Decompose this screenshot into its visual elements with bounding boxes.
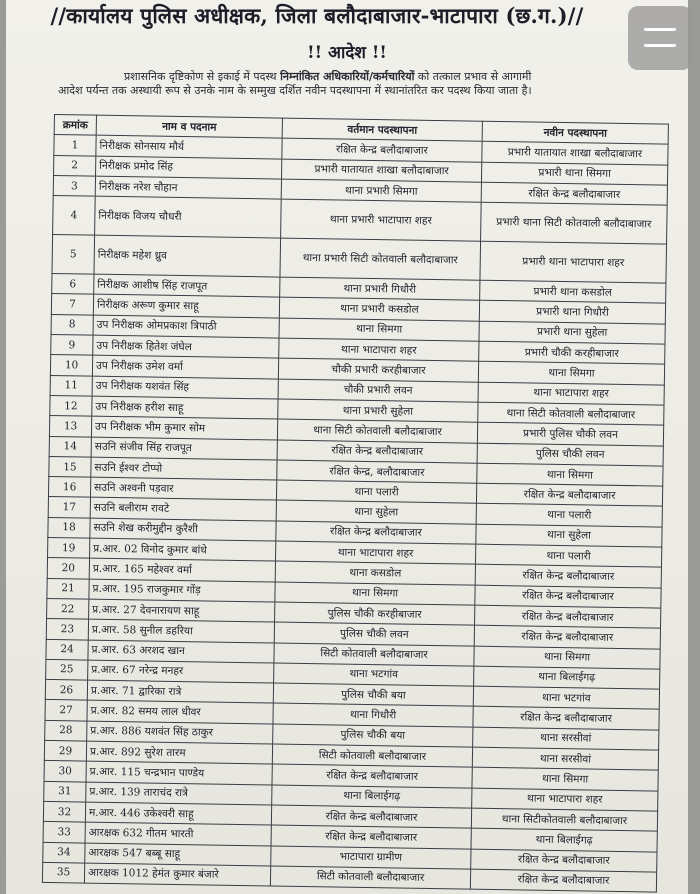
cell-name: प्र.आर. 71 द्वारिका रात्रे [87,680,273,703]
cell-new-posting: रक्षित केन्द्र बलौदाबाजार [474,625,660,648]
cell-current-posting: पुलिस चौकी करहीबाजार [275,602,475,625]
order-heading: !! आदेश !! [307,43,387,63]
cell-serial: 13 [49,416,91,437]
cell-serial: 26 [45,680,87,701]
paragraph-line-1: प्रशासनिक दृष्टिकोण से इकाई में पदस्थ निम्नांकित अधिकारियों/कर्मचारियों को तत्काल प्रभाव से आगामी [124,70,532,83]
cell-name: सउनि बलीराम रावटे [90,498,276,521]
hamburger-icon-bar [644,28,676,31]
cell-current-posting: सिटी कोतवाली बलौदाबाजार [272,744,472,767]
cell-name: निरीक्षक सोनसाय मौर्य [96,135,282,158]
cell-new-posting: थाना सिटीकोतवाली बलौदाबाजार [471,808,657,831]
cell-current-posting: प्रभारी यातायात शाखा बलौदाबाजार [282,159,482,182]
cell-current-posting: पुलिस चौकी बया [273,724,473,747]
cell-current-posting: थाना प्रभारी सिटी कोतवाली बलौदाबाजार [280,238,481,280]
cell-new-posting: रक्षित केन्द्र बलौदाबाजार [476,483,662,506]
cell-name: निरीक्षक प्रमोद सिंह [96,156,282,179]
cell-serial: 33 [43,822,85,843]
cell-new-posting: प्रभारी यातायात शाखा बलौदाबाजार [482,142,668,165]
cell-current-posting: थाना कसडोल [275,561,475,584]
cell-serial: 14 [49,436,91,457]
cell-current-posting: थाना प्रभारी सुहेला [278,399,478,422]
cell-serial: 35 [42,862,84,883]
cell-new-posting: रक्षित केन्द्र बलौदाबाजार [470,869,656,892]
cell-serial: 27 [45,700,87,721]
cell-current-posting: थाना भाटापारा शहर [279,338,479,361]
cell-new-posting: थाना सिमगा [477,463,663,486]
cell-name: सउनि अश्वनी पड़वार [90,477,276,500]
cell-new-posting: थाना सरसीवां [472,747,658,770]
cell-serial: 12 [50,395,92,416]
cell-name: प्र.आर. 195 राजकुमार गोंड़ [89,579,275,602]
document-page [6,0,688,894]
cell-serial: 25 [46,659,88,680]
cell-serial: 28 [45,720,87,741]
cell-serial: 30 [44,761,86,782]
cell-name: प्र.आर. 139 ताराचंद रात्रे [86,782,272,805]
cell-name: निरीक्षक महेश ध्रुव [94,235,281,277]
cell-name: प्र.आर. 165 महेश्वर वर्मा [89,558,275,581]
cell-new-posting: थाना सिमगा [478,362,664,385]
cell-current-posting: थाना सुहेला [276,500,476,523]
transfer-table [42,114,669,893]
cell-serial: 29 [44,740,86,761]
cell-serial: 23 [46,619,88,640]
cell-name: आरक्षक 547 बब्बू साहू [85,843,271,866]
cell-new-posting: थाना पलारी [476,504,662,527]
cell-current-posting: रक्षित केन्द्र बलौदाबाजार [282,138,482,161]
cell-name: उप निरीक्षक हरीश साहू [92,396,278,419]
cell-current-posting: थाना सिमगा [275,582,475,605]
cell-name: उप निरीक्षक भीम कुमार सोम [91,416,277,439]
menu-button[interactable] [628,6,692,70]
cell-new-posting: प्रभारी थाना सुहेला [479,321,665,344]
cell-new-posting: थाना सरसीवां [473,727,659,750]
cell-current-posting: थाना सिटी कोतवाली बलौदाबाजार [277,419,477,442]
cell-new-posting: प्रभारी थाना गिधौरी [479,301,665,324]
cell-name: प्र.आर. 58 सुनील डहरिया [88,619,274,642]
cell-serial: 31 [44,781,86,802]
cell-serial: 21 [47,578,89,599]
cell-serial: 32 [43,801,85,822]
cell-current-posting: सिटी कोतवाली बलौदाबाजार [274,643,474,666]
cell-current-posting: थाना गिधौरी [273,703,473,726]
cell-current-posting: चौकी प्रभारी लवन [278,379,478,402]
header-current-posting: वर्तमान पदस्थापना [282,118,482,141]
cell-current-posting: थाना पलारी [276,480,476,503]
cell-serial: 8 [51,314,93,335]
cell-new-posting: रक्षित केन्द्र बलौदाबाजार [471,849,657,872]
cell-name: प्र.आर. 115 चन्द्रभान पाण्डेय [86,761,272,784]
paragraph-line-2: आदेश पर्यन्त तक अस्थायी रूप से उनके नाम के सम्मुख दर्शित नवीन पदस्थापना में स्थानांतरित कर पदस्थ किया जाता है। [58,84,532,97]
cell-name: आरक्षक 632 गीतम भारती [85,822,271,845]
cell-new-posting: थाना बिलाईगढ़ [471,828,657,851]
cell-new-posting: रक्षित केन्द्र बलौदाबाजार [481,182,667,205]
cell-name: आरक्षक 1012 हेमंत कुमार बंजारे [84,863,270,886]
cell-serial: 6 [52,274,94,295]
cell-serial: 34 [43,842,85,863]
cell-serial: 24 [46,639,88,660]
cell-serial: 3 [53,175,95,196]
cell-current-posting: थाना बिलाईगढ़ [272,785,472,808]
cell-name: उप निरीक्षक उमेश वर्मा [92,356,278,379]
cell-serial: 11 [50,375,92,396]
table-body [42,135,668,892]
cell-current-posting: थाना भाटापारा शहर [276,541,476,564]
cell-new-posting: रक्षित केन्द्र बलौदाबाजार [475,565,661,588]
cell-current-posting: रक्षित केन्द्र बलौदाबाजार [271,825,471,848]
cell-serial: 18 [48,517,90,538]
cell-new-posting: प्रभारी चौकी करहीबाजार [479,341,665,364]
page-title: //कार्यालय पुलिस अधीक्षक, जिला बलौदाबाजार-भाटापारा (छ.ग.)// [50,3,584,28]
cell-new-posting: थाना भाटापारा शहर [472,788,658,811]
cell-new-posting: थाना सुहेला [476,524,662,547]
cell-serial: 2 [54,155,96,176]
cell-name: निरीक्षक अरूण कुमार साहू [93,295,279,318]
cell-name: निरीक्षक नरेश चौहान [95,176,281,199]
cell-new-posting: प्रभारी थाना सिटी कोतवाली बलौदाबाजार [481,202,668,244]
cell-serial: 17 [48,497,90,518]
cell-new-posting: थाना सिमगा [472,767,658,790]
cell-serial: 1 [54,135,96,156]
cell-name: सउनि ईश्वर टोप्पो [91,457,277,480]
cell-current-posting: रक्षित केन्द्र बलौदाबाजार [276,521,476,544]
cell-name: प्र.आर. 82 समय लाल धीवर [87,701,273,724]
cell-name: उप निरीक्षक हितेश जंघेल [93,335,279,358]
cell-name: प्र.आर. 67 नरेन्द्र मनहर [88,660,274,683]
cell-new-posting: रक्षित केन्द्र बलौदाबाजार [473,707,659,730]
cell-current-posting: पुलिस चौकी बया [273,683,473,706]
cell-name: प्र.आर. 892 सुरेश तारम [86,741,272,764]
cell-name: निरीक्षक विजय चौधरी [95,196,282,238]
cell-current-posting: थाना प्रभारी भाटापारा शहर [281,199,482,241]
cell-new-posting: थाना भटगांव [473,686,659,709]
cell-serial: 22 [47,598,89,619]
cell-new-posting: प्रभारी थाना सिमगा [481,162,667,185]
cell-current-posting: रक्षित केन्द्र बलौदाबाजार [272,764,472,787]
hamburger-icon-bar [644,44,676,47]
cell-name: प्र.आर. 886 यशवंत सिंह ठाकुर [87,721,273,744]
cell-serial: 9 [51,335,93,356]
cell-new-posting: थाना बिलाईगढ़ [474,666,660,689]
cell-current-posting: रक्षित केन्द्र, बलौदाबाजार [277,460,477,483]
cell-current-posting: थाना प्रभारी कसडोल [279,298,479,321]
cell-current-posting: थाना भटगांव [274,663,474,686]
cell-serial: 7 [51,294,93,315]
cell-current-posting: पुलिस चौकी लवन [274,622,474,645]
order-paragraph [58,70,670,98]
cell-current-posting: थाना प्रभारी सिमगा [281,179,481,202]
cell-serial: 10 [50,355,92,376]
cell-new-posting: प्रभारी थाना कसडोल [480,280,666,303]
cell-new-posting: थाना पलारी [475,544,661,567]
cell-new-posting: रक्षित केन्द्र बलौदाबाजार [475,605,661,628]
cell-serial: 20 [47,558,89,579]
header-serial: क्रमांक [54,115,96,136]
cell-name: उप निरीक्षक यशवंत सिंह [92,376,278,399]
cell-current-posting: सिटी कोतवाली बलौदाबाजार [270,866,470,889]
cell-name: निरीक्षक आशीष सिंह राजपूत [94,274,280,297]
cell-current-posting: भाटापारा ग्रामीण [271,845,471,868]
cell-serial: 4 [53,196,96,236]
cell-new-posting: थाना सिमगा [474,646,660,669]
cell-serial: 15 [49,456,91,477]
cell-name: प्र.आर. 63 अरशद खान [88,640,274,663]
cell-name: सउनि शेख करीमुद्दीन कुरैशी [90,518,276,541]
cell-new-posting: पुलिस चौकी लवन [477,443,663,466]
cell-current-posting: रक्षित केन्द्र बलौदाबाजार [271,805,471,828]
cell-name: म.आर. 446 उकेश्वरी साहू [85,802,271,825]
cell-new-posting: रक्षित केन्द्र बलौदाबाजार [475,585,661,608]
cell-serial: 16 [48,477,90,498]
cell-current-posting: रक्षित केन्द्र बलौदाबाजार [277,440,477,463]
cell-new-posting: प्रभारी पुलिस चौकी लवन [477,422,663,445]
cell-name: प्र.आर. 27 देवनारायण साहू [89,599,275,622]
cell-new-posting: प्रभारी थाना भाटापारा शहर [480,241,667,283]
cell-current-posting: चौकी प्रभारी करहीबाजार [278,358,478,381]
cell-serial: 19 [48,538,90,559]
cell-name: प्र.आर. 02 विनोद कुमार बांधे [90,538,276,561]
cell-new-posting: थाना सिटी कोतवाली बलौदाबाजार [478,402,664,425]
cell-new-posting: थाना भाटापारा शहर [478,382,664,405]
cell-name: उप निरीक्षक ओमप्रकाश त्रिपाठी [93,315,279,338]
header-name: नाम व पदनाम [96,115,282,138]
cell-serial: 5 [52,235,95,275]
header-new-posting: नवीन पदस्थापना [482,121,668,144]
cell-current-posting: थाना प्रभारी गिधौरी [280,277,480,300]
cell-current-posting: थाना सिमगा [279,318,479,341]
cell-name: सउनि संजीव सिंह राजपूत [91,437,277,460]
